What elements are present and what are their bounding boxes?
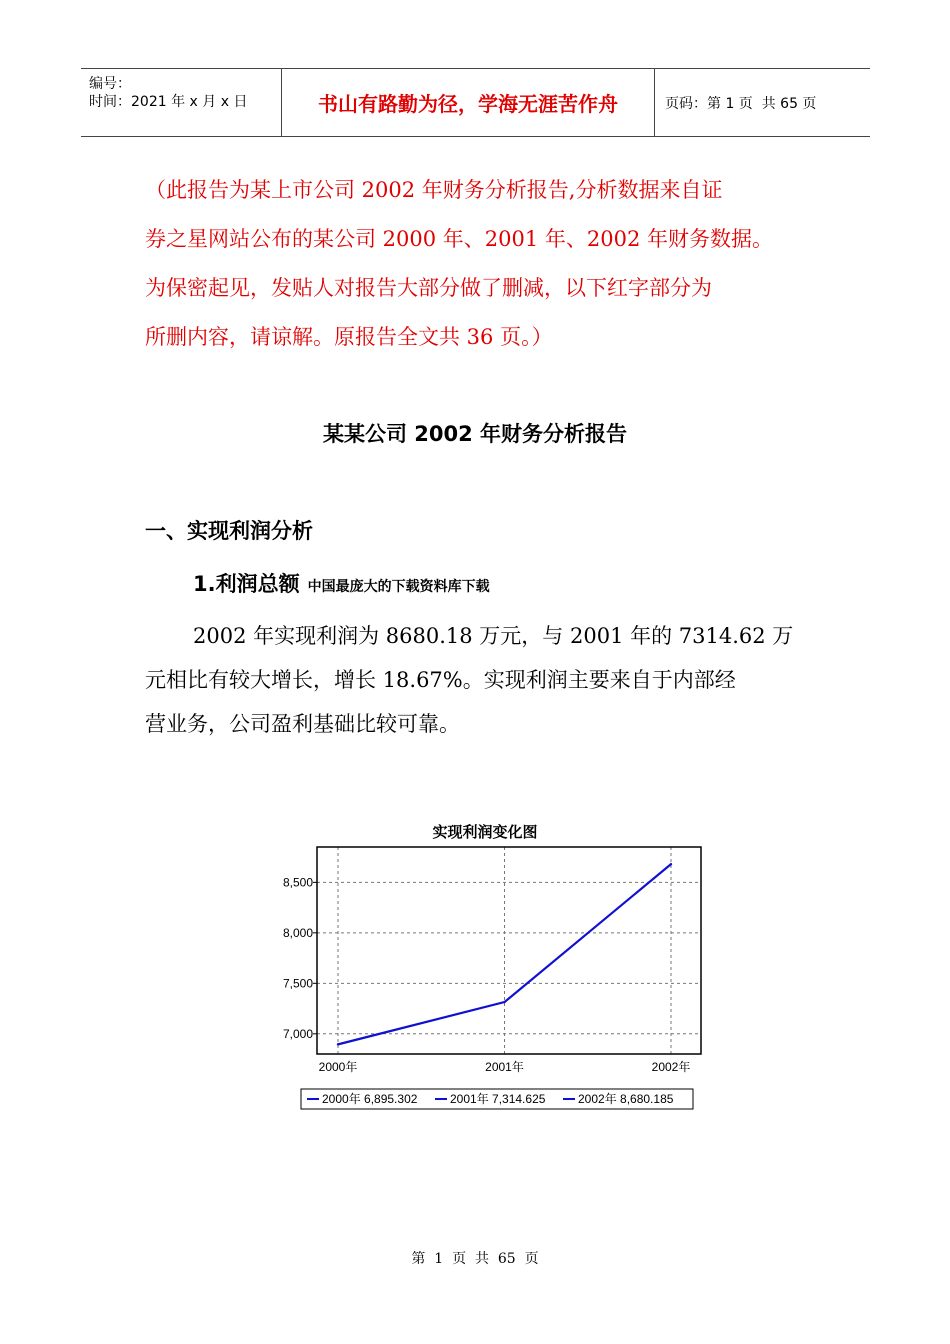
- date-label: 时间：2021 年 x 月 x 日: [89, 94, 248, 110]
- y-tick-label: 8,000: [282, 925, 313, 940]
- x-axis: [319, 1059, 691, 1074]
- page-header: [81, 68, 870, 137]
- page-footer: [0, 1248, 950, 1268]
- page-label: 页码：第 1 页 共 65 页: [665, 95, 817, 112]
- x-tick-label: 2002年: [651, 1060, 691, 1074]
- chart-title: 实现利润变化图: [432, 824, 538, 841]
- subsection-title: 1.利润总额: [193, 572, 300, 596]
- notice-line: 所删内容，请谅解。原报告全文共 36 页。）: [145, 325, 553, 349]
- document-title: 某某公司 2002 年财务分析报告: [322, 422, 628, 446]
- data-point: [503, 1001, 505, 1003]
- y-tick-label: 7,000: [282, 1026, 313, 1041]
- body-paragraph: [145, 614, 835, 746]
- data-point: [337, 1043, 339, 1045]
- footer-page-number: 第 1 页 共 65 页: [411, 1251, 539, 1267]
- y-tick-label: 7,500: [282, 976, 313, 991]
- x-tick-label: 2000年: [318, 1060, 358, 1074]
- y-axis: [283, 875, 317, 1040]
- paragraph-line: 2002 年实现利润为 8680.18 万元，与 2001 年的 7314.62 万: [193, 624, 794, 648]
- notice-line: 为保密起见，发贴人对报告大部分做了删减，以下红字部分为: [145, 276, 712, 300]
- legend-entry: 2000年 6,895.302: [322, 1092, 418, 1106]
- chart-grid: [317, 847, 701, 1054]
- subsection-note: 中国最庞大的下载资料库下载: [307, 579, 490, 595]
- header-meta: [81, 69, 282, 136]
- subsection-heading: [193, 568, 490, 598]
- legend-entry: 2001年 7,314.625: [450, 1092, 546, 1106]
- notice-line: （此报告为某上市公司 2002 年财务分析报告,分析数据来自证: [145, 178, 723, 202]
- notice-line: 券之星网站公布的某公司 2000 年、2001 年、2002 年财务数据。: [145, 227, 774, 251]
- profit-line-chart: [270, 812, 740, 1112]
- number-label: 编号：: [89, 76, 131, 92]
- legend-entry: 2002年 8,680.185: [578, 1092, 674, 1106]
- chart-legend: [301, 1089, 693, 1109]
- notice-paragraph: [145, 166, 835, 362]
- header-page-info: [655, 69, 880, 136]
- x-tick-label: 2001年: [485, 1060, 524, 1074]
- plot-area: [317, 847, 701, 1054]
- paragraph-line: 元相比有较大增长，增长 18.67%。实现利润主要来自于内部经: [145, 668, 736, 692]
- data-point: [670, 863, 672, 865]
- section-heading: 一、实现利润分析: [145, 519, 313, 543]
- paragraph-line: 营业务，公司盈利基础比较可靠。: [145, 712, 460, 736]
- y-tick-label: 8,500: [282, 875, 313, 890]
- header-motto: 书山有路勤为径，学海无涯苦作舟: [282, 69, 655, 136]
